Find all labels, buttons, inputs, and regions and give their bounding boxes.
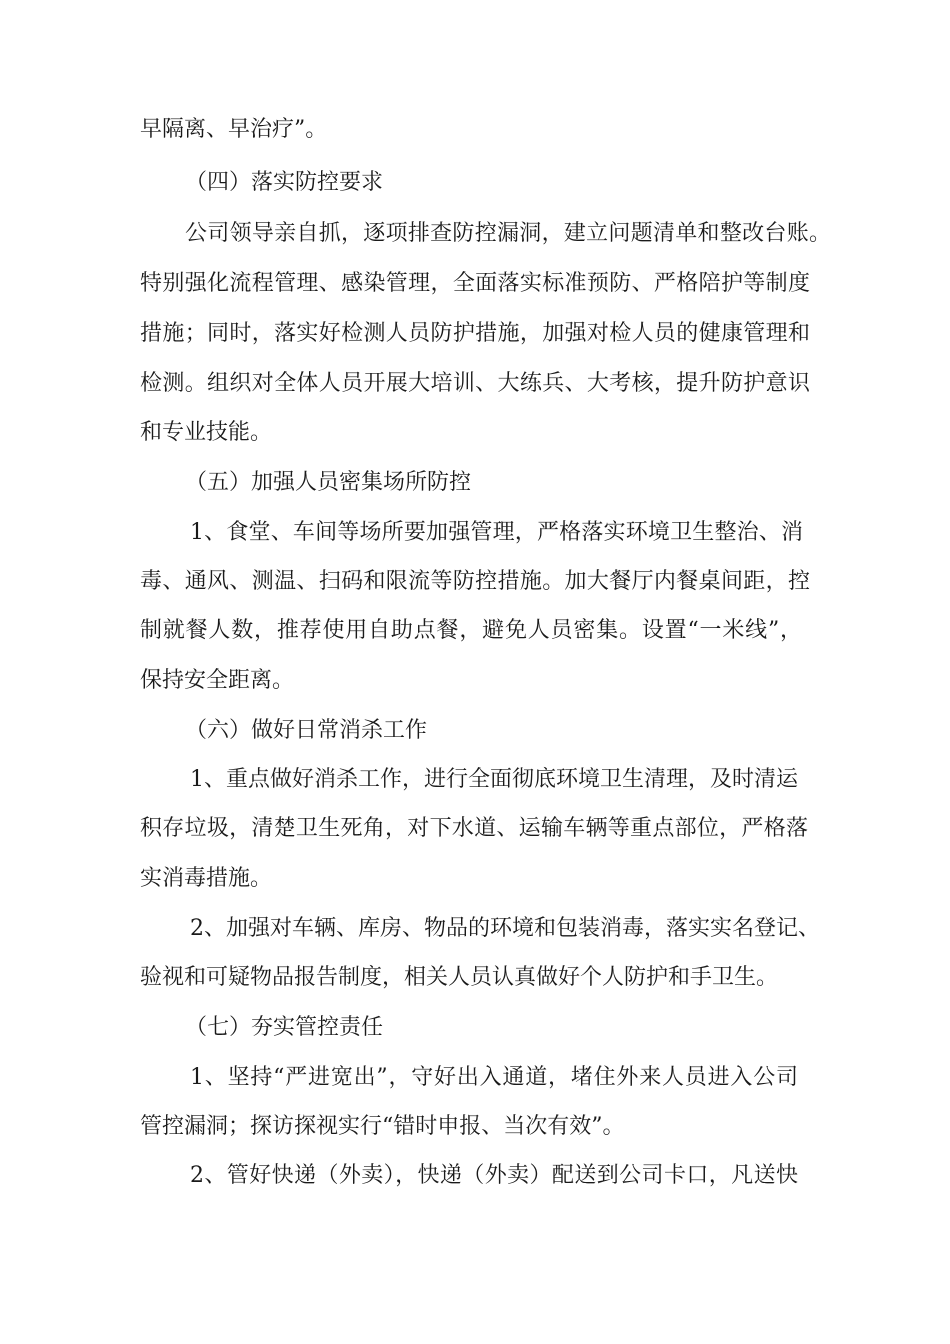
paragraph-line: 公司领导亲自抓，逐项排查防控漏洞，建立问题清单和整改台账。: [185, 221, 831, 246]
paragraph-line: 特别强化流程管理、感染管理，全面落实标准预防、严格陪护等制度: [140, 271, 810, 296]
section-heading: （七）夯实管控责任: [185, 1015, 384, 1040]
paragraph-line: 保持安全距离。: [140, 668, 295, 693]
section-heading: （六）做好日常消杀工作: [185, 718, 428, 743]
paragraph-line: 和专业技能。: [140, 420, 273, 445]
paragraph-line: 措施；同时，落实好检测人员防护措施，加强对检人员的健康管理和: [140, 321, 810, 346]
section-heading: （五）加强人员密集场所防控: [185, 470, 472, 495]
paragraph-line: 制就餐人数，推荐使用自助点餐，避免人员密集。设置“一米线”，: [140, 618, 802, 643]
paragraph-line: 验视和可疑物品报告制度，相关人员认真做好个人防护和手卫生。: [140, 965, 779, 990]
paragraph-line: 毒、通风、测温、扫码和限流等防控措施。加大餐厅内餐桌间距，控: [140, 569, 810, 594]
paragraph-line: 积存垃圾，清楚卫生死角，对下水道、运输车辆等重点部位，严格落: [140, 816, 808, 841]
paragraph-line: 检测。组织对全体人员开展大培训、大练兵、大考核，提升防护意识: [140, 371, 810, 396]
paragraph-line: 早隔离、早治疗”。: [140, 117, 328, 142]
paragraph-line: 2、加强对车辆、库房、物品的环境和包装消毒，落实实名登记、: [190, 916, 820, 941]
paragraph-line: 1、食堂、车间等场所要加强管理，严格落实环境卫生整治、消: [190, 520, 803, 545]
paragraph-line: 实消毒措施。: [140, 866, 273, 891]
paragraph-line: 2、管好快递（外卖），快递（外卖）配送到公司卡口，凡送快: [190, 1163, 798, 1188]
paragraph-line: 1、重点做好消杀工作，进行全面彻底环境卫生清理，及时清运: [190, 767, 798, 792]
section-heading: （四）落实防控要求: [185, 170, 384, 195]
paragraph-line: 1、坚持“严进宽出”，守好出入通道，堵住外来人员进入公司: [190, 1065, 798, 1090]
paragraph-line: 管控漏洞；探访探视实行“错时申报、当次有效”。: [140, 1114, 625, 1139]
